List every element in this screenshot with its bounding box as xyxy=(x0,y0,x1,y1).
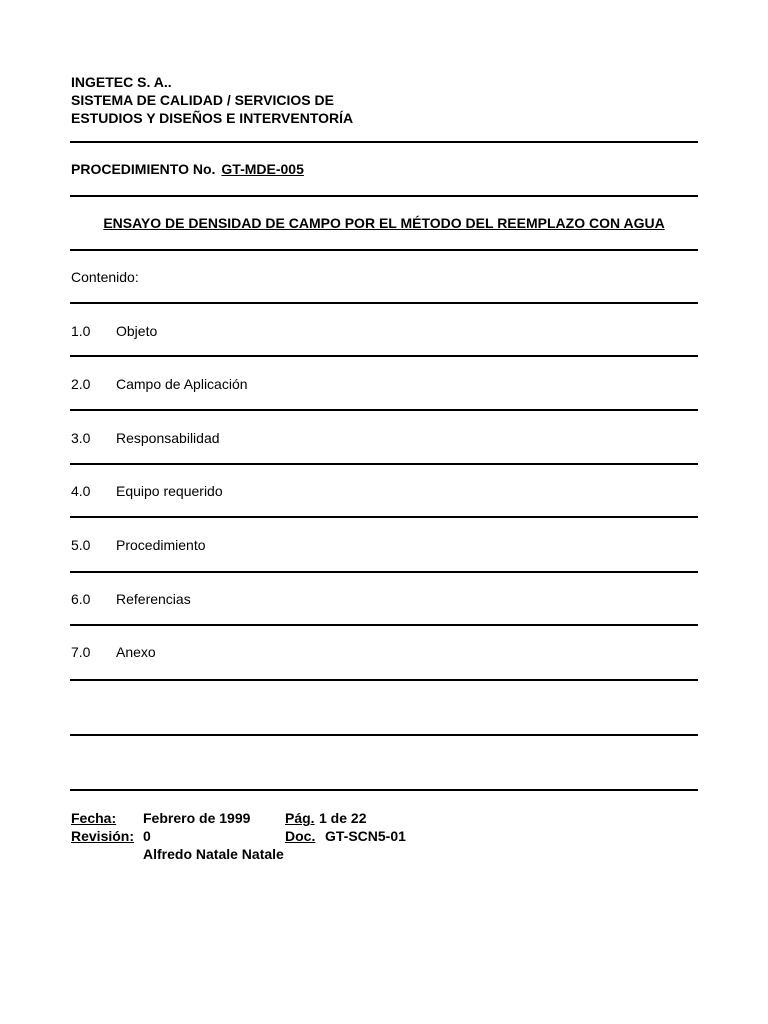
divider-line xyxy=(70,141,698,143)
divider-line xyxy=(70,571,698,573)
toc-item xyxy=(71,483,223,499)
divider-line xyxy=(70,516,698,518)
toc-item xyxy=(71,537,206,553)
document-header xyxy=(71,73,353,127)
divider-line xyxy=(70,789,698,791)
divider-line xyxy=(70,409,698,411)
document-title: ENSAYO DE DENSIDAD DE CAMPO POR EL MÉTODO DEL REEMPLAZO CON AGUA xyxy=(103,215,665,231)
toc-label: Equipo requerido xyxy=(116,483,223,499)
toc-number: 1.0 xyxy=(71,323,91,339)
procedure-number xyxy=(71,161,304,177)
toc-number: 7.0 xyxy=(71,644,91,660)
services-line: ESTUDIOS Y DISEÑOS E INTERVENTORÍA xyxy=(71,110,354,126)
toc-item xyxy=(71,323,157,339)
revision-label: Revisión: xyxy=(71,828,135,844)
toc-item xyxy=(71,376,248,392)
divider-line xyxy=(70,624,698,626)
page-value: 1 de 22 xyxy=(319,810,367,826)
author-name: Alfredo Natale Natale xyxy=(143,846,284,862)
divider-line xyxy=(70,734,698,736)
toc-number: 6.0 xyxy=(71,591,91,607)
toc-label: Anexo xyxy=(116,644,156,660)
date-label: Fecha: xyxy=(71,810,117,826)
divider-line xyxy=(70,679,698,681)
toc-item xyxy=(71,591,191,607)
divider-line xyxy=(70,195,698,197)
revision-value: 0 xyxy=(143,828,151,844)
divider-line xyxy=(70,463,698,465)
toc-item xyxy=(71,430,220,446)
divider-line xyxy=(70,302,698,304)
divider-line xyxy=(70,355,698,357)
doc-value: GT-SCN5-01 xyxy=(325,828,406,844)
company-name: INGETEC S. A.. xyxy=(71,74,172,90)
toc-label: Referencias xyxy=(116,591,191,607)
divider-line xyxy=(70,249,698,251)
contents-label: Contenido: xyxy=(71,269,139,285)
toc-number: 2.0 xyxy=(71,376,91,392)
toc-label: Procedimiento xyxy=(116,537,206,553)
toc-label: Campo de Aplicación xyxy=(116,376,248,392)
toc-label: Objeto xyxy=(116,323,158,339)
procedure-label: PROCEDIMIENTO No. xyxy=(71,161,216,177)
procedure-code: GT-MDE-005 xyxy=(221,161,304,177)
toc-number: 4.0 xyxy=(71,483,91,499)
toc-number: 3.0 xyxy=(71,430,91,446)
toc-label: Responsabilidad xyxy=(116,430,220,446)
toc-number: 5.0 xyxy=(71,537,91,553)
date-value: Febrero de 1999 xyxy=(143,810,251,826)
page-label: Pág. xyxy=(285,810,315,826)
doc-label: Doc. xyxy=(285,828,316,844)
quality-system-line: SISTEMA DE CALIDAD / SERVICIOS DE xyxy=(71,92,334,108)
toc-item xyxy=(71,644,156,660)
